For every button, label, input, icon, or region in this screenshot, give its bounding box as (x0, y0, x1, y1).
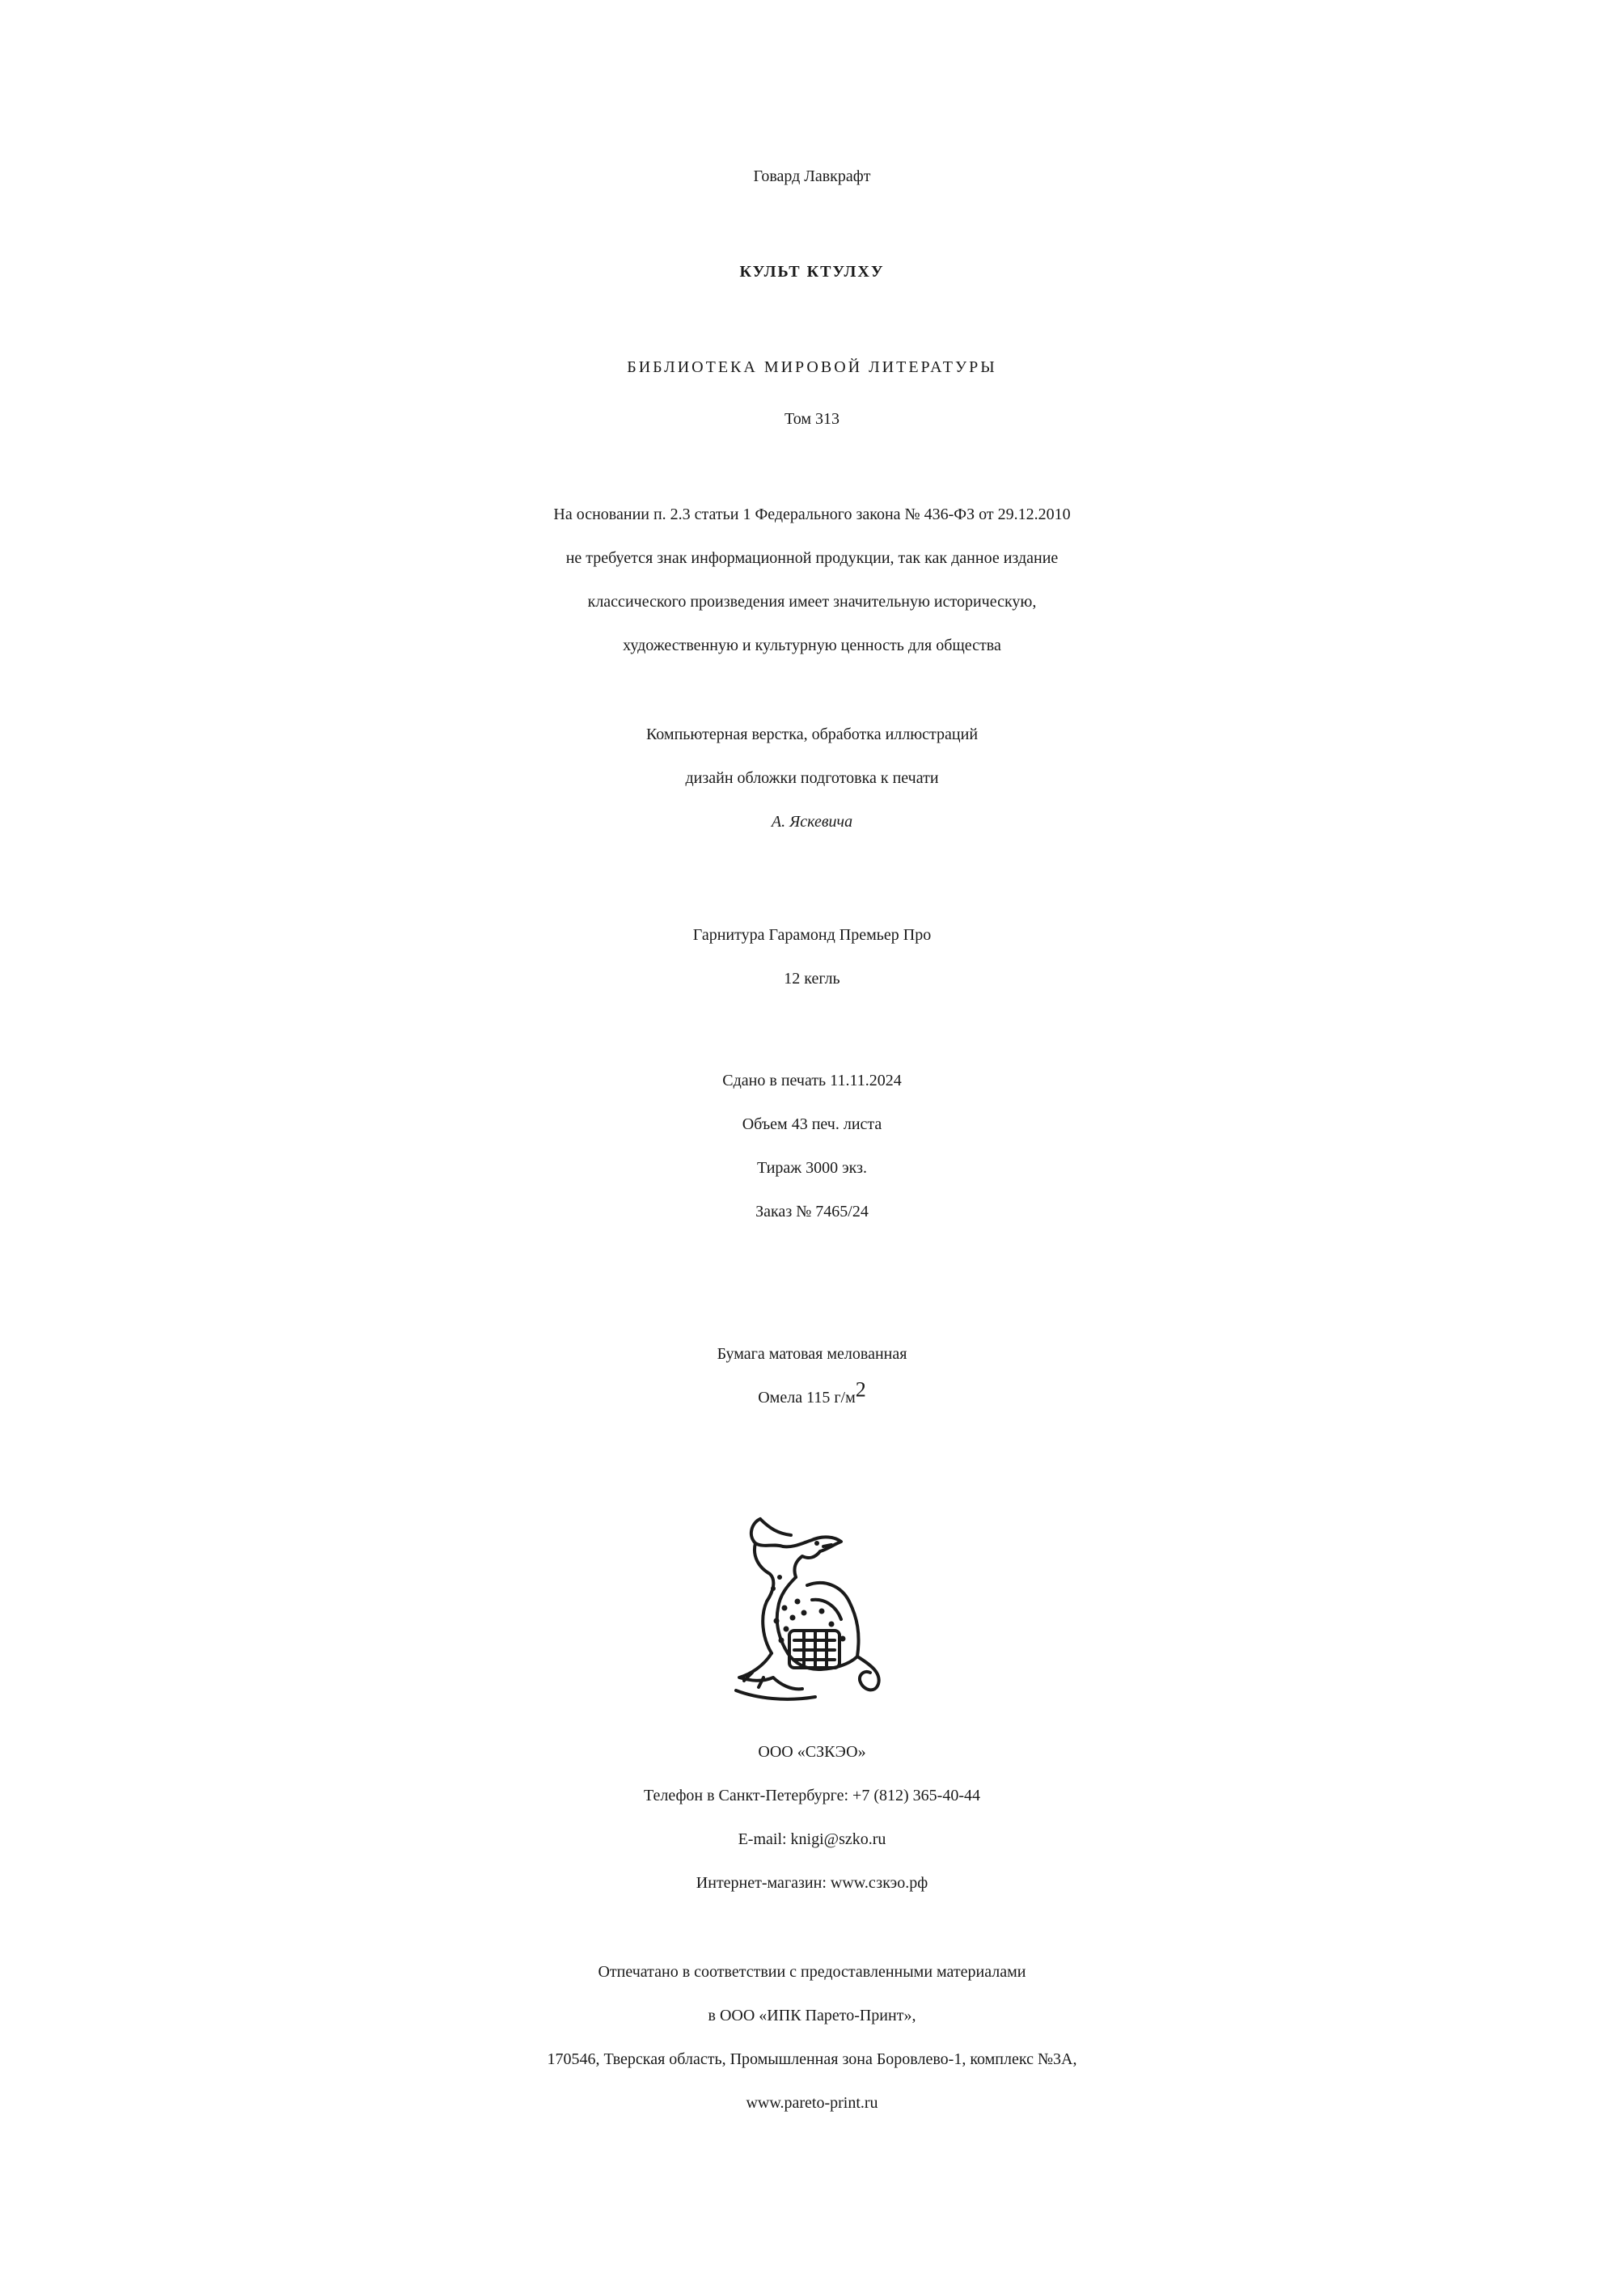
typeface-line: Гарнитура Гарамонд Премьер Про (692, 926, 932, 944)
print-info-line: Заказ № 7465/24 (755, 1203, 869, 1221)
volume-number: Том 313 (785, 410, 839, 428)
credits-line: дизайн обложки подготовка к печати (685, 769, 939, 787)
print-info-line: Объем 43 печ. листа (742, 1115, 882, 1133)
book-title: КУЛЬТ КТУЛХУ (739, 263, 885, 281)
publisher-shop: Интернет-магазин: www.сзкэо.рф (696, 1874, 928, 1892)
legal-notice-line: классического произведения имеет значительную историческую, (587, 593, 1037, 611)
legal-notice-line: На основании п. 2.3 статьи 1 Федерального закона № 436-ФЗ от 29.12.2010 (553, 506, 1071, 523)
publisher-phone: Телефон в Санкт-Петербурге: +7 (812) 365-40-44 (644, 1787, 980, 1804)
publisher-email: E-mail: knigi@szko.ru (738, 1830, 886, 1848)
print-info-line: Сдано в печать 11.11.2024 (722, 1072, 902, 1089)
paper-weight-superscript: 2 (855, 1377, 866, 1402)
publisher-name: ООО «СЗКЭО» (758, 1743, 866, 1761)
printer-address: 170546, Тверская область, Промышленная зона Боровлево-1, комплекс №3А, (547, 2050, 1077, 2068)
designer-name: А. Яскевича (771, 813, 853, 831)
printer-website: www.pareto-print.ru (746, 2094, 878, 2112)
printer-line: Отпечатано в соответствии с предоставленными материалами (598, 1963, 1026, 1981)
paper-type: Бумага матовая мелованная (717, 1345, 907, 1363)
printer-line: в ООО «ИПК Парето-Принт», (708, 2007, 916, 2024)
legal-notice-line: не требуется знак информационной продукции, так как данное издание (565, 549, 1059, 567)
paper-weight (0, 1377, 1624, 1419)
print-info-line: Тираж 3000 экз. (756, 1159, 868, 1177)
series-name: БИБЛИОТЕКА МИРОВОЙ ЛИТЕРАТУРЫ (627, 358, 997, 376)
credits-line: Компьютерная верстка, обработка иллюстраций (645, 726, 979, 743)
paper-weight-value: Омела 115 г/м (758, 1389, 856, 1407)
dragon-logo-icon (728, 1511, 898, 1705)
font-size-line: 12 кегль (784, 970, 840, 988)
author-name: Говард Лавкрафт (753, 167, 871, 185)
legal-notice-line: художественную и культурную ценность для общества (623, 637, 1001, 654)
